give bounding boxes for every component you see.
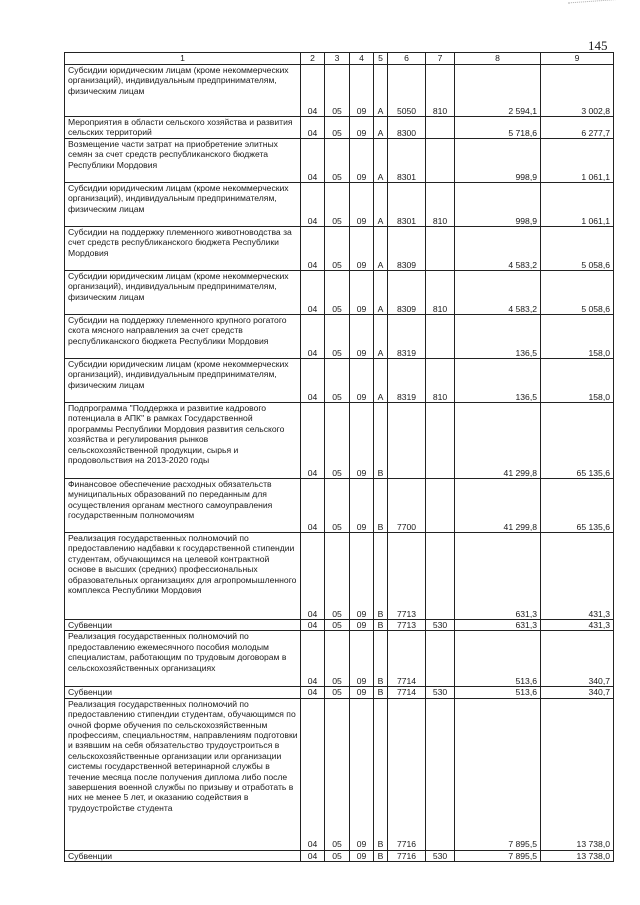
amount-col-9: 340,7	[541, 631, 614, 687]
code-col-6: 8301	[388, 183, 426, 227]
amount-col-8: 4 583,2	[455, 227, 541, 271]
row-description: Подпрограмма "Поддержка и развитие кадрового потенциала в АПК" в рамках Государственной программы Республики Мордовия развития сельского хозяйства и регулирования рынков сельскохозяйственной продукции, сырья и продовольствия на 2013-2020 годы	[65, 403, 301, 479]
code-col-5: А	[374, 65, 388, 117]
code-col-5: А	[374, 139, 388, 183]
table-row	[65, 139, 614, 183]
code-col-6: 5050	[388, 65, 426, 117]
table-row	[65, 359, 614, 403]
row-description: Финансовое обеспечение расходных обязательств муниципальных образований по переданным для осуществления органам местного самоуправления государственным полномочиям	[65, 479, 301, 533]
amount-col-9: 13 738,0	[541, 698, 614, 850]
table-row	[65, 698, 614, 850]
table-row	[65, 315, 614, 359]
amount-col-8: 2 594,1	[455, 65, 541, 117]
code-col-7	[426, 227, 455, 271]
code-col-3: 05	[325, 479, 350, 533]
code-col-7	[426, 139, 455, 183]
code-col-6: 8309	[388, 271, 426, 315]
code-col-4: 09	[350, 403, 374, 479]
code-col-6: 8309	[388, 227, 426, 271]
code-col-5: А	[374, 359, 388, 403]
code-col-3: 05	[325, 850, 350, 861]
amount-col-8: 4 583,2	[455, 271, 541, 315]
code-col-3: 05	[325, 403, 350, 479]
table-row	[65, 533, 614, 620]
code-col-6: 7713	[388, 533, 426, 620]
code-col-7: 810	[426, 271, 455, 315]
table-row	[65, 631, 614, 687]
header-col-8: 8	[455, 53, 541, 65]
code-col-3: 05	[325, 631, 350, 687]
code-col-5: В	[374, 687, 388, 698]
code-col-2: 04	[301, 117, 325, 139]
code-col-5: В	[374, 479, 388, 533]
code-col-6	[388, 403, 426, 479]
code-col-4: 09	[350, 117, 374, 139]
code-col-4: 09	[350, 183, 374, 227]
code-col-6: 7716	[388, 850, 426, 861]
code-col-4: 09	[350, 687, 374, 698]
code-col-4: 09	[350, 479, 374, 533]
table-row	[65, 479, 614, 533]
amount-col-8: 998,9	[455, 139, 541, 183]
code-col-6: 8319	[388, 315, 426, 359]
amount-col-9: 13 738,0	[541, 850, 614, 861]
code-col-2: 04	[301, 65, 325, 117]
code-col-4: 09	[350, 315, 374, 359]
row-description: Субсидии на поддержку племенного крупного рогатого скота мясного направления за счет средств республиканского бюджета Республики Мордовия	[65, 315, 301, 359]
code-col-3: 05	[325, 139, 350, 183]
code-col-4: 09	[350, 139, 374, 183]
code-col-2: 04	[301, 315, 325, 359]
code-col-3: 05	[325, 227, 350, 271]
code-col-5: В	[374, 403, 388, 479]
code-col-7: 810	[426, 183, 455, 227]
code-col-3: 05	[325, 359, 350, 403]
code-col-7	[426, 698, 455, 850]
code-col-7	[426, 533, 455, 620]
code-col-4: 09	[350, 631, 374, 687]
code-col-4: 09	[350, 620, 374, 631]
amount-col-8: 513,6	[455, 631, 541, 687]
header-row	[65, 53, 614, 65]
row-description: Мероприятия в области сельского хозяйства и развития сельских территорий	[65, 117, 301, 139]
amount-col-9: 3 002,8	[541, 65, 614, 117]
code-col-2: 04	[301, 227, 325, 271]
table-row	[65, 65, 614, 117]
code-col-3: 05	[325, 271, 350, 315]
amount-col-9: 5 058,6	[541, 271, 614, 315]
code-col-5: А	[374, 271, 388, 315]
code-col-3: 05	[325, 620, 350, 631]
code-col-5: А	[374, 183, 388, 227]
code-col-7: 530	[426, 620, 455, 631]
code-col-6: 7716	[388, 698, 426, 850]
table-row	[65, 271, 614, 315]
header-col-9: 9	[541, 53, 614, 65]
code-col-6: 7714	[388, 687, 426, 698]
header-col-2: 2	[301, 53, 325, 65]
code-col-2: 04	[301, 620, 325, 631]
code-col-7	[426, 117, 455, 139]
amount-col-8: 513,6	[455, 687, 541, 698]
scan-corner-mark	[568, 0, 638, 9]
code-col-7: 530	[426, 850, 455, 861]
code-col-7	[426, 403, 455, 479]
code-col-5: В	[374, 533, 388, 620]
amount-col-8: 41 299,8	[455, 479, 541, 533]
amount-col-9: 340,7	[541, 687, 614, 698]
amount-col-8: 7 895,5	[455, 850, 541, 861]
code-col-4: 09	[350, 698, 374, 850]
row-description: Субсидии юридическим лицам (кроме некоммерческих организаций), индивидуальным предпринимателям, физическим лицам	[65, 65, 301, 117]
code-col-7: 810	[426, 359, 455, 403]
code-col-3: 05	[325, 315, 350, 359]
code-col-4: 09	[350, 271, 374, 315]
code-col-5: В	[374, 620, 388, 631]
header-col-3: 3	[325, 53, 350, 65]
amount-col-8: 41 299,8	[455, 403, 541, 479]
code-col-7	[426, 631, 455, 687]
code-col-2: 04	[301, 271, 325, 315]
row-description: Субсидии юридическим лицам (кроме некоммерческих организаций), индивидуальным предпринимателям, физическим лицам	[65, 359, 301, 403]
table-row	[65, 620, 614, 631]
amount-col-9: 1 061,1	[541, 183, 614, 227]
header-col-5: 5	[374, 53, 388, 65]
table-row	[65, 687, 614, 698]
amount-col-9: 431,3	[541, 620, 614, 631]
code-col-2: 04	[301, 139, 325, 183]
amount-col-9: 158,0	[541, 359, 614, 403]
code-col-3: 05	[325, 533, 350, 620]
code-col-5: В	[374, 850, 388, 861]
page-number: 145	[588, 38, 608, 53]
code-col-2: 04	[301, 533, 325, 620]
table-row	[65, 403, 614, 479]
code-col-7: 530	[426, 687, 455, 698]
amount-col-8: 998,9	[455, 183, 541, 227]
code-col-2: 04	[301, 479, 325, 533]
code-col-7: 810	[426, 65, 455, 117]
amount-col-9: 158,0	[541, 315, 614, 359]
row-description: Субсидии на поддержку племенного животноводства за счет средств республиканского бюджета Республики Мордовия	[65, 227, 301, 271]
table-row	[65, 850, 614, 861]
amount-col-8: 5 718,6	[455, 117, 541, 139]
row-description: Субсидии юридическим лицам (кроме некоммерческих организаций), индивидуальным предпринимателям, физическим лицам	[65, 183, 301, 227]
code-col-4: 09	[350, 533, 374, 620]
code-col-4: 09	[350, 65, 374, 117]
code-col-2: 04	[301, 183, 325, 227]
code-col-4: 09	[350, 227, 374, 271]
header-col-4: 4	[350, 53, 374, 65]
code-col-4: 09	[350, 850, 374, 861]
amount-col-8: 7 895,5	[455, 698, 541, 850]
row-description: Реализация государственных полномочий по предоставлению ежемесячного пособия молодым специалистам, работающим по трудовым договорам в сельскохозяйственных организациях	[65, 631, 301, 687]
code-col-2: 04	[301, 403, 325, 479]
code-col-2: 04	[301, 698, 325, 850]
header-col-7: 7	[426, 53, 455, 65]
code-col-5: В	[374, 698, 388, 850]
code-col-7	[426, 315, 455, 359]
table-row	[65, 183, 614, 227]
amount-col-9: 6 277,7	[541, 117, 614, 139]
code-col-2: 04	[301, 631, 325, 687]
code-col-3: 05	[325, 65, 350, 117]
amount-col-9: 1 061,1	[541, 139, 614, 183]
code-col-3: 05	[325, 183, 350, 227]
code-col-3: 05	[325, 698, 350, 850]
amount-col-8: 136,5	[455, 315, 541, 359]
code-col-5: А	[374, 315, 388, 359]
amount-col-8: 136,5	[455, 359, 541, 403]
row-description: Реализация государственных полномочий по предоставлению надбавки к государственной стипендии студентам, обучающимся на целевой контрактной основе в высших (средних) профессиональных образовательных организациях для агропромышленного комплекса Республики Мордовия	[65, 533, 301, 620]
code-col-3: 05	[325, 117, 350, 139]
header-col-1: 1	[65, 53, 301, 65]
row-description: Возмещение части затрат на приобретение элитных семян за счет средств республиканского бюджета Республики Мордовия	[65, 139, 301, 183]
budget-table	[64, 52, 614, 862]
code-col-6: 8301	[388, 139, 426, 183]
code-col-6: 7700	[388, 479, 426, 533]
row-description: Субвенции	[65, 687, 301, 698]
amount-col-9: 431,3	[541, 533, 614, 620]
amount-col-8: 631,3	[455, 620, 541, 631]
row-description: Реализация государственных полномочий по предоставлению стипендии студентам, обучающимся по очной форме обучения по сельскохозяйственным профессиям, специальностям, направлениям подготовки и взявшим на себя обязательство трудоустроиться в сельскохозяйственные организации или организации системы государственной ветеринарной службы в течение месяца после получения диплома либо после завершения военной службы по призыву и отработать в них не менее 5 лет, и оказанию содействия в трудоустройстве студента	[65, 698, 301, 850]
amount-col-9: 65 135,6	[541, 479, 614, 533]
code-col-2: 04	[301, 850, 325, 861]
code-col-2: 04	[301, 687, 325, 698]
code-col-4: 09	[350, 359, 374, 403]
code-col-6: 7713	[388, 620, 426, 631]
code-col-5: В	[374, 631, 388, 687]
table-row	[65, 227, 614, 271]
code-col-5: А	[374, 227, 388, 271]
code-col-6: 8319	[388, 359, 426, 403]
header-col-6: 6	[388, 53, 426, 65]
code-col-2: 04	[301, 359, 325, 403]
code-col-7	[426, 479, 455, 533]
code-col-5: А	[374, 117, 388, 139]
row-description: Субвенции	[65, 620, 301, 631]
row-description: Субвенции	[65, 850, 301, 861]
amount-col-9: 5 058,6	[541, 227, 614, 271]
amount-col-9: 65 135,6	[541, 403, 614, 479]
row-description: Субсидии юридическим лицам (кроме некоммерческих организаций), индивидуальным предпринимателям, физическим лицам	[65, 271, 301, 315]
code-col-3: 05	[325, 687, 350, 698]
code-col-6: 8300	[388, 117, 426, 139]
amount-col-8: 631,3	[455, 533, 541, 620]
code-col-6: 7714	[388, 631, 426, 687]
table-row	[65, 117, 614, 139]
